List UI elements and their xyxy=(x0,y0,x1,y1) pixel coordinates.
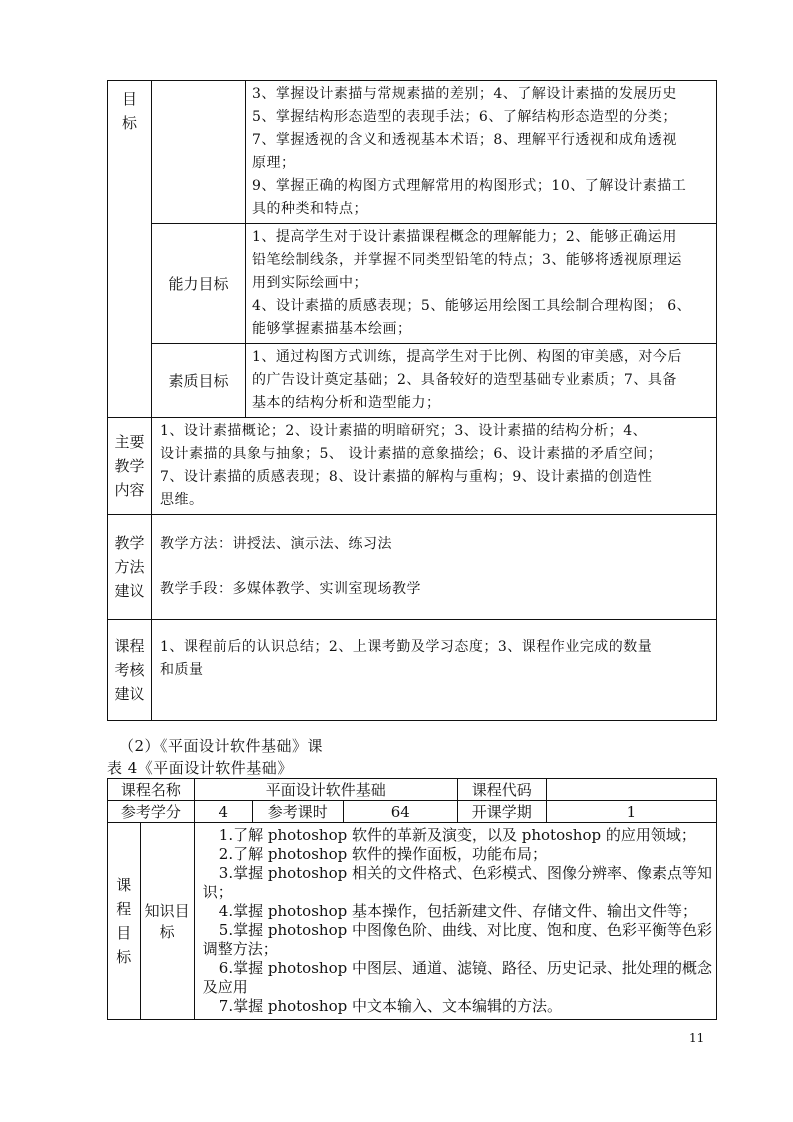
knowledge-goal-label: 知识目标 xyxy=(140,823,194,1020)
text-line: 9、掌握正确的构图方式理解常用的构图形式；10、了解设计素描工 xyxy=(252,178,687,194)
knowledge-goal-label-cell xyxy=(152,81,246,224)
teaching-method-text: 教学方法：讲授法、演示法、练习法 xyxy=(160,536,392,552)
text-line: 3、掌握设计素描与常规素描的差别；4、了解设计素描的发展历史 xyxy=(252,86,677,102)
main-content-label xyxy=(108,418,152,515)
knowledge-goal-content xyxy=(194,823,716,1020)
ability-goal-content xyxy=(246,224,717,344)
text-line: 1、提高学生对于设计素描课程概念的理解能力；2、能够正确运用 xyxy=(252,229,677,245)
goal-label-char: 目 xyxy=(121,90,137,108)
label-char: 程 xyxy=(116,900,132,918)
goal-label-char: 标 xyxy=(121,114,137,132)
label-char: 课 xyxy=(116,876,132,894)
semester-value: 1 xyxy=(546,801,716,823)
credit-label: 参考学分 xyxy=(108,801,195,823)
ability-goal-label: 能力目标 xyxy=(152,224,246,344)
label-char: 目 xyxy=(116,924,132,942)
course-goal-label xyxy=(108,823,141,1020)
hours-value: 64 xyxy=(343,801,457,823)
goal-label-cell xyxy=(108,81,152,418)
text-line: 1、通过构图方式训练，提高学生对于比例、构图的审美感，对今后 xyxy=(252,349,682,365)
course-code-label: 课程代码 xyxy=(457,779,546,801)
label-line: 教学 xyxy=(114,457,145,475)
text-line: 3.掌握 photoshop 相关的文件格式、色彩模式、图像分辨率、像素点等知 xyxy=(218,864,712,882)
hours-label: 参考课时 xyxy=(252,801,343,823)
label-line: 建议 xyxy=(114,582,145,600)
text-line: 7、设计素描的质感表现；8、设计素描的解构与重构；9、设计素描的创造性 xyxy=(160,469,653,485)
text-line: 原理； xyxy=(252,155,296,171)
credit-value: 4 xyxy=(194,801,252,823)
text-line: 7.掌握 photoshop 中文本输入、文本编辑的方法。 xyxy=(218,997,562,1015)
text-line: 用到实际绘画中； xyxy=(252,275,368,291)
teaching-method-label xyxy=(108,515,152,620)
text-line: 4.掌握 photoshop 基本操作，包括新建文件、存储文件、输出文件等； xyxy=(218,902,697,920)
label-line: 内容 xyxy=(114,481,145,499)
course-table-design-sketch xyxy=(107,80,717,721)
course-name-value: 平面设计软件基础 xyxy=(194,779,457,801)
quality-goal-label: 素质目标 xyxy=(152,344,246,418)
text-line: 1、课程前后的认识总结；2、上课考勤及学习态度；3、课程作业完成的数量 xyxy=(160,639,653,655)
text-line: 调整方法； xyxy=(202,940,278,958)
text-line: 和质量 xyxy=(160,662,204,678)
assessment-content xyxy=(152,620,717,721)
text-line: 具的种类和特点； xyxy=(252,201,368,217)
section-heading: （2）《平面设计软件基础》课 xyxy=(119,737,324,755)
course-code-value xyxy=(546,779,716,801)
teaching-method-content xyxy=(152,515,717,620)
table-caption: 表 4《平面设计软件基础》 xyxy=(107,759,293,777)
text-line: 1.了解 photoshop 软件的革新及演变，以及 photoshop 的应用领域； xyxy=(218,826,696,844)
text-line: 识； xyxy=(202,883,233,901)
text-line: 及应用 xyxy=(202,978,248,996)
text-line: 思维。 xyxy=(160,492,204,508)
label-line: 建议 xyxy=(114,685,145,703)
course-name-label: 课程名称 xyxy=(108,779,195,801)
course-table-graphic-software xyxy=(107,778,717,1020)
text-line: 5.掌握 photoshop 中图像色阶、曲线、对比度、饱和度、色彩平衡等色彩 xyxy=(218,921,712,939)
text-line: 的广告设计奠定基础；2、具备较好的造型基础专业素质；7、具备 xyxy=(252,372,677,388)
assessment-label xyxy=(108,620,152,721)
text-line: 1、设计素描概论；2、设计素描的明暗研究；3、设计素描的结构分析；4、 xyxy=(160,423,648,439)
text-line: 能够掌握素描基本绘画； xyxy=(252,321,412,337)
label-line: 考核 xyxy=(114,661,145,679)
text-line: 6.掌握 photoshop 中图层、通道、滤镜、路径、历史记录、批处理的概念 xyxy=(218,959,712,977)
text-line: 7、掌握透视的含义和透视基本术语；8、理解平行透视和成角透视 xyxy=(252,132,677,148)
quality-goal-content xyxy=(246,344,717,418)
text-line: 基本的结构分析和造型能力； xyxy=(252,395,441,411)
label-line: 主要 xyxy=(114,433,145,451)
label-char: 标 xyxy=(116,948,132,966)
semester-label: 开课学期 xyxy=(457,801,546,823)
label-line: 课程 xyxy=(114,637,145,655)
teaching-means-text: 教学手段：多媒体教学、实训室现场教学 xyxy=(160,581,421,597)
label-line: 方法 xyxy=(114,558,145,576)
text-line: 设计素描的具象与抽象；5、 设计素描的意象描绘；6、设计素描的矛盾空间； xyxy=(160,446,663,462)
page-number: 11 xyxy=(689,1031,705,1045)
label-line: 教学 xyxy=(114,534,145,552)
text-line: 5、掌握结构形态造型的表现手法；6、了解结构形态造型的分类； xyxy=(252,109,677,125)
text-line: 4、设计素描的质感表现；5、能够运用绘图工具绘制合理构图； 6、 xyxy=(252,298,692,314)
text-line: 2.了解 photoshop 软件的操作面板，功能布局； xyxy=(218,845,547,863)
main-content-text xyxy=(152,418,717,515)
knowledge-goal-content xyxy=(246,81,717,224)
text-line: 铅笔绘制线条，并掌握不同类型铅笔的特点；3、能够将透视原理运 xyxy=(252,252,682,268)
